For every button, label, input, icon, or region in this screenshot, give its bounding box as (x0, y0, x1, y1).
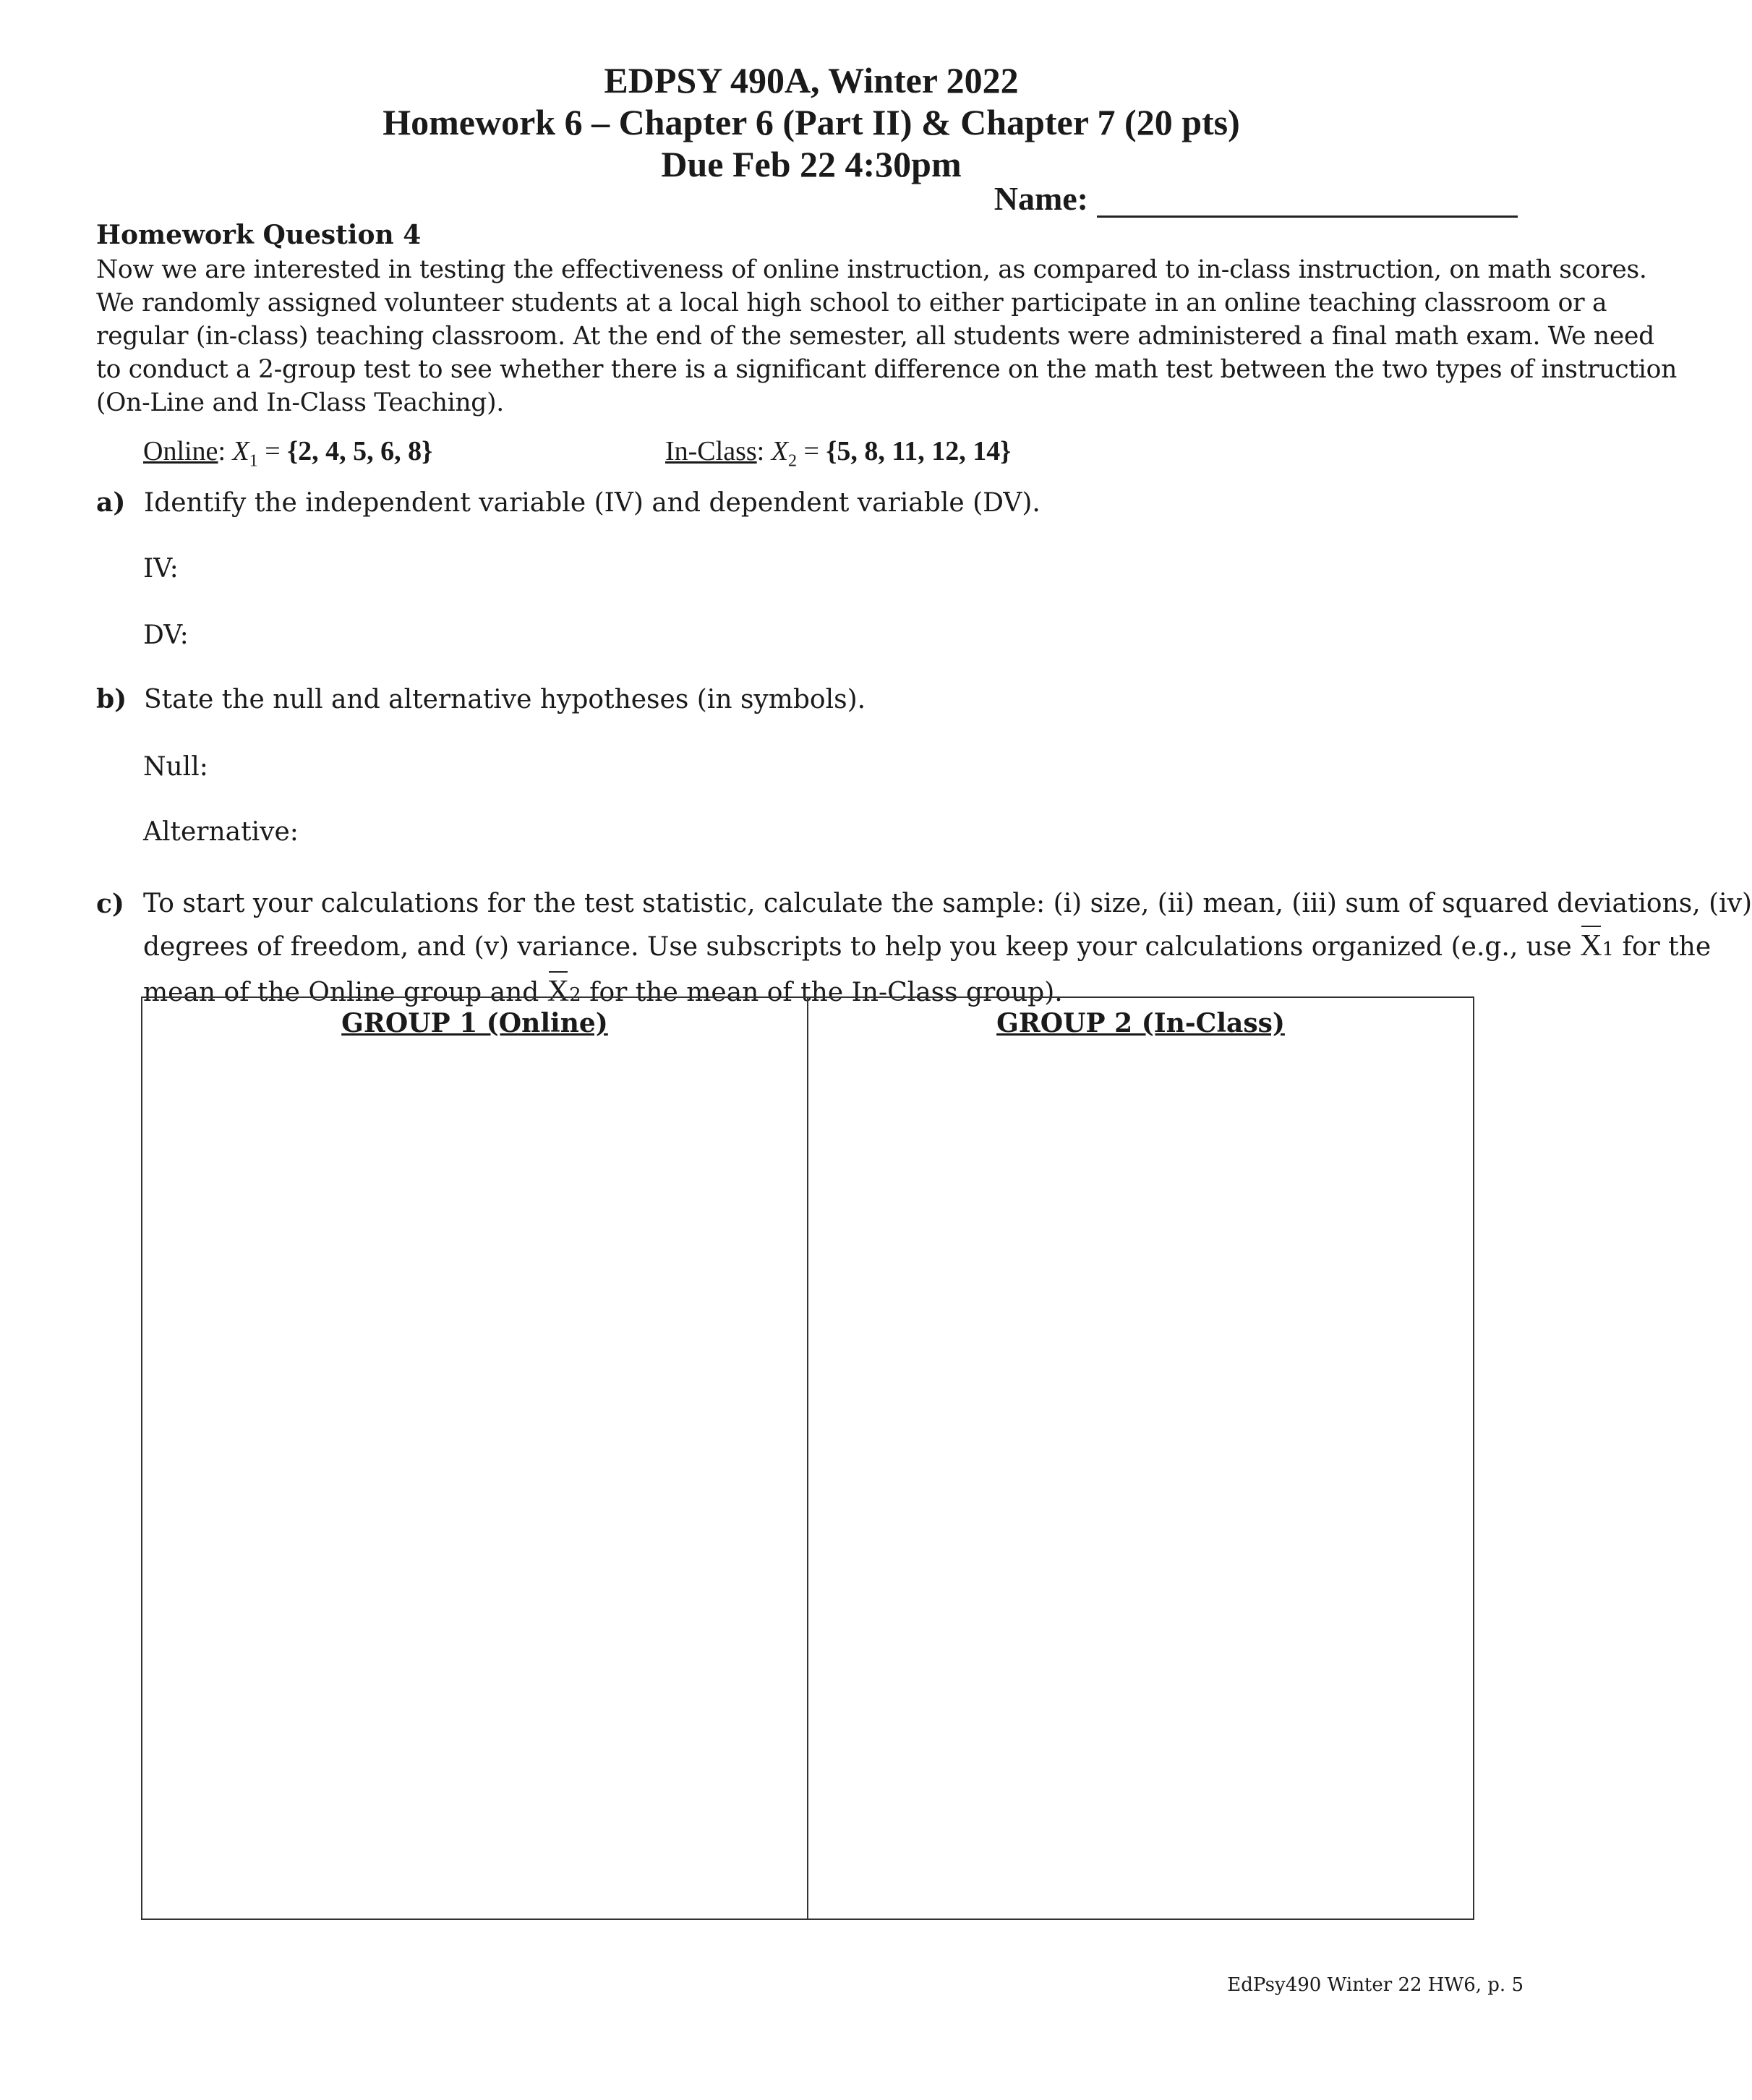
part-a-letter: a) (96, 487, 126, 518)
due-date: Due Feb 22 4:30pm (661, 144, 962, 184)
intro-line: regular (in-class) teaching classroom. At the end of the semester, all students were administered a final math exam. We need (96, 322, 1654, 351)
online-subscript: 1 (249, 451, 258, 471)
part-c-line2-post: for the (1622, 932, 1712, 962)
xbar-1-letter: X (1580, 929, 1602, 962)
part-c-line3-pre: mean of the Online group and (143, 978, 539, 1007)
name-label: Name: (993, 180, 1088, 217)
dv-label: DV: (143, 620, 189, 650)
intro-line: (On-Line and In-Class Teaching). (96, 388, 504, 417)
name-field[interactable] (994, 179, 1518, 218)
inclass-subscript: 2 (787, 451, 797, 471)
group-1-cell[interactable] (142, 998, 807, 1918)
assignment-title: Homework 6 – Chapter 6 (Part II) & Chapter 7 (20 pts) (383, 102, 1240, 142)
question-title: Homework Question 4 (96, 220, 422, 250)
xbar-1-symbol (1580, 924, 1602, 966)
intro-line: Now we are interested in testing the effectiveness of online instruction, as compared to in-class instruction, on math scores. (96, 255, 1647, 284)
inclass-variable: X (771, 436, 788, 466)
inclass-dataset: In-Class: $X_2 = \{5$, 8, 11, 12, 14} (665, 436, 1012, 471)
part-b (96, 684, 866, 714)
online-variable: X (232, 436, 249, 466)
xbar-1-subscript: 1 (1602, 939, 1615, 960)
part-c-letter: c) (96, 889, 124, 919)
question-intro (96, 253, 1677, 419)
online-values: {2, 4, 5, 6, 8} (287, 436, 433, 466)
part-b-letter: b) (96, 684, 127, 714)
work-table (141, 996, 1474, 1920)
intro-line: We randomly assigned volunteer students at a local high school to either participate in an online teaching classroom or a (96, 289, 1607, 317)
online-dataset: Online: $X_1 = \{2$, 4, 5, 6, 8} (143, 436, 433, 471)
alternative-label: Alternative: (143, 817, 299, 847)
part-c-line2-pre: degrees of freedom, and (v) variance. Use subscripts to help you keep your calculations organized (e.g., use (143, 932, 1572, 962)
intro-line: to conduct a 2-group test to see whether there is a significant difference on the math test between the two types of instruction (96, 355, 1677, 384)
name-blank-line[interactable] (1097, 185, 1518, 218)
online-label: Online (143, 436, 218, 466)
part-c-text (143, 884, 1752, 1015)
xbar-2-subscript: 2 (569, 984, 581, 1006)
part-c-line3-post: for the mean of the In-Class group). (589, 978, 1063, 1007)
page-footer: EdPsy490 Winter 22 HW6, p. 5 (1227, 1974, 1524, 1996)
group-1-header: GROUP 1 (Online) (341, 1008, 608, 1038)
part-a-text: Identify the independent variable (IV) and dependent variable (DV). (144, 488, 1040, 518)
inclass-values: {5, 8, 11, 12, 14} (826, 436, 1012, 466)
part-b-text: State the null and alternative hypotheses (in symbols). (144, 685, 866, 714)
inclass-label: In-Class (665, 436, 757, 466)
course-title: EDPSY 490A, Winter 2022 (604, 60, 1019, 101)
group-2-header: GROUP 2 (In-Class) (996, 1008, 1285, 1038)
xbar-2-letter: X (547, 975, 570, 1008)
group-2-cell[interactable] (807, 998, 1473, 1918)
part-c-line (143, 924, 1712, 970)
null-label: Null: (143, 752, 208, 782)
part-c-line: To start your calculations for the test statistic, calculate the sample: (i) size, (ii) mean, (iii) sum of squared deviations, (iv) (143, 889, 1752, 918)
part-a (96, 487, 1040, 518)
iv-label: IV: (143, 554, 179, 584)
